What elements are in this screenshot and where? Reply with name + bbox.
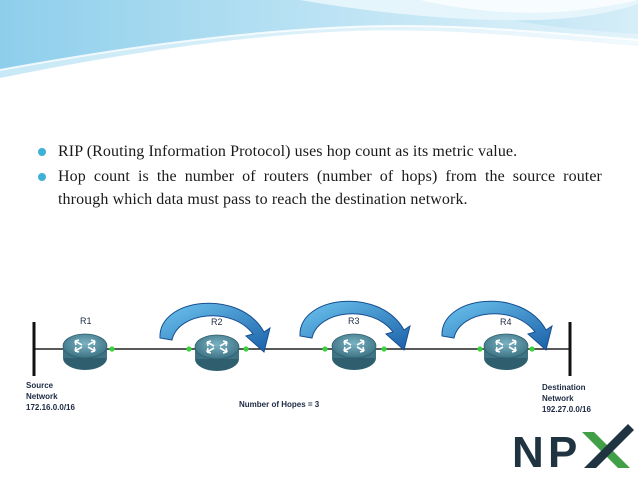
router-label: R2 — [211, 317, 223, 327]
bullet-dot-icon — [38, 173, 46, 181]
destination-label-line2: Network — [542, 394, 574, 403]
bullet-text: Hop count is the number of routers (number of hops) from the source router through which data must pass to reach the destination network. — [58, 168, 602, 208]
header-wave-decoration — [0, 0, 638, 90]
destination-network-address: 192.27.0.0/16 — [542, 405, 591, 414]
destination-label-line1: Destination — [542, 383, 586, 392]
router-icon — [195, 335, 239, 371]
router-label: R4 — [500, 317, 512, 327]
router-icon — [63, 334, 107, 370]
source-label-line1: Source — [26, 381, 54, 390]
logo-letter-n: N — [512, 428, 544, 474]
npx-logo — [512, 424, 634, 474]
hop-count-caption: Number of Hopes = 3 — [239, 400, 320, 409]
bullet-dot-icon — [38, 148, 46, 156]
logo-letter-p: P — [548, 428, 578, 474]
router-icon — [332, 334, 376, 370]
network-diagram — [22, 276, 612, 426]
source-network-address: 172.16.0.0/16 — [26, 403, 75, 412]
logo-x-mark — [582, 424, 634, 468]
bullet-item — [38, 140, 602, 163]
bullet-item — [38, 165, 602, 211]
router-label: R1 — [80, 316, 92, 326]
router-icon — [484, 334, 528, 370]
bullet-list — [38, 140, 602, 213]
router-label: R3 — [348, 316, 360, 326]
bullet-text: RIP (Routing Information Protocol) uses hop count as its metric value. — [58, 143, 518, 160]
source-label-line2: Network — [26, 392, 58, 401]
